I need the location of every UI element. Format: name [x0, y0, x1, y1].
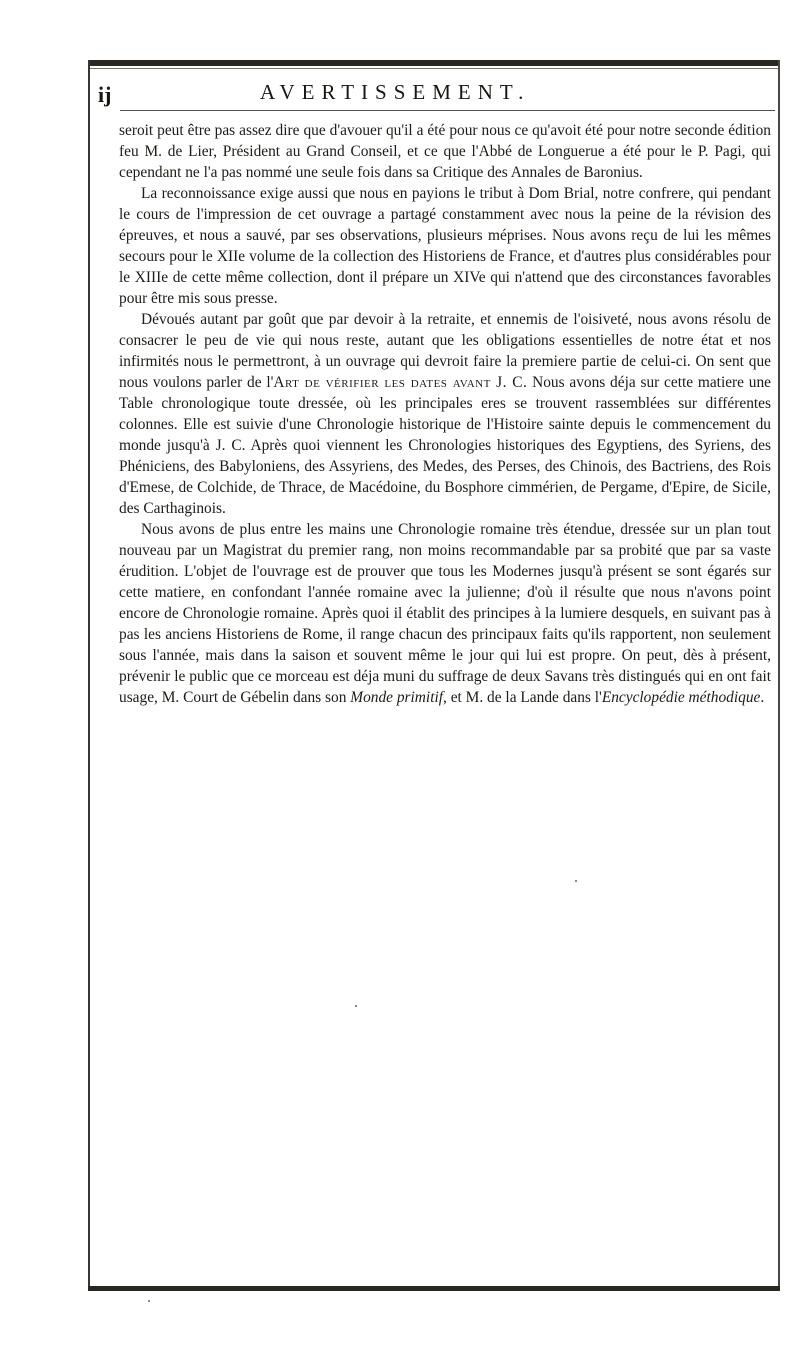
right-border — [778, 60, 780, 1290]
top-rule-thin — [88, 68, 780, 69]
paragraph-4-text-a: Nous avons de plus entre les mains une Chronologie romaine très étendue, dressée sur un plan tout nouveau par un Magistrat du premier rang, non moins recommandable par sa probité que par sa vaste érudition. L'objet de l'ouvrage est de prouver que tous les Modernes jusqu'à présent se sont égarés sur cette matiere, en confondant l'année romaine avec la julienne; d'où il résulte que nous n'avons point encore de Chronologie romaine. Après quoi il établit des principes à la lumiere desquels, en suivant pas à pas les anciens Historiens de Rome, il range chacun des principaux faits qu'ils rapportent, non seulement sous l'année, mais dans la saison et souvent même le jour qui lui est propre. On peut, dès à présent, prévenir le public que ce morceau est déja muni du suffrage de deux Savans très distingués qui en ont fait usage, M. Court de Gébelin dans son — [119, 521, 771, 706]
paragraph-3-text-a: Dévoués autant par goût que par devoir à la retraite, et ennemis de l'oisiveté, nous avons résolu de consacrer le peu de vie qui nous reste, autant que les obligations essentielles de notre état et nos infirmités nous le permettront, à un ouvrage qui devroit faire la premiere partie de celui-ci. On sent que nous voulons parler de l' — [119, 311, 771, 391]
page-number: ij — [98, 82, 112, 107]
book-title-monde-primitif: Monde primitif — [350, 689, 444, 706]
paragraph-4-text-b: , et M. de la Lande dans l' — [443, 689, 602, 706]
book-title-art-de-verifier: Art de vérifier les dates avant J. C. — [273, 374, 528, 391]
body-text — [119, 120, 771, 708]
top-rule — [88, 60, 780, 66]
paragraph-4-text-c: . — [760, 689, 765, 706]
paragraph-2: La reconnoissance exige aussi que nous en payions le tribut à Dom Brial, notre confrere, qui pendant le cours de l'impression de cet ouvrage a partagé constamment avec nous la peine de la révision des épreuves, et nous a sauvé, par ses observations, plusieurs méprises. Nous avons reçu de lui les mêmes secours pour le XIIe volume de la collection des Historiens de France, et d'autres plus considérables pour le XIIIe de cette même collection, dont il prépare un XIVe qui n'attend que des circonstances favorables pour être mis sous presse. — [119, 185, 771, 307]
paragraph-4 — [119, 519, 771, 708]
running-head: AVERTISSEMENT. — [260, 80, 531, 104]
left-border — [88, 60, 90, 1290]
book-title-encyclopedie: Encyclopédie méthodique — [601, 689, 761, 706]
bottom-rule — [88, 1286, 780, 1291]
paragraph-3-text-b: Nous avons déja sur cette matiere une Table chronologique toute dressée, où les principales eres se trouvent rassemblées sur différentes colonnes. Elle est suivie d'une Chronologie historique de l'Histoire sainte depuis le commencement du monde jusqu'à J. C. Après quoi viennent les Chronologies historiques des Egyptiens, des Syriens, des Phéniciens, des Babyloniens, des Assyriens, des Medes, des Perses, des Chinois, des Bactriens, des Rois d'Emese, de Colchide, de Thrace, de Macédoine, du Bosphore cimmérien, de Pergame, d'Epire, de Sicile, des Carthaginois. — [119, 374, 772, 517]
paper-speck — [355, 1005, 357, 1007]
paper-speck — [148, 1300, 150, 1302]
paper-speck — [575, 880, 577, 882]
header-rule — [120, 110, 775, 111]
paragraph-3 — [119, 309, 771, 519]
paragraph-1: seroit peut être pas assez dire que d'avouer qu'il a été pour nous ce qu'avoit été pour notre seconde édition feu M. de Lier, Président au Grand Conseil, et ce que l'Abbé de Longuerue a été pour le P. Pagi, qui cependant ne l'a pas nommé une seule fois dans sa Critique des Annales de Baronius. — [119, 122, 771, 181]
